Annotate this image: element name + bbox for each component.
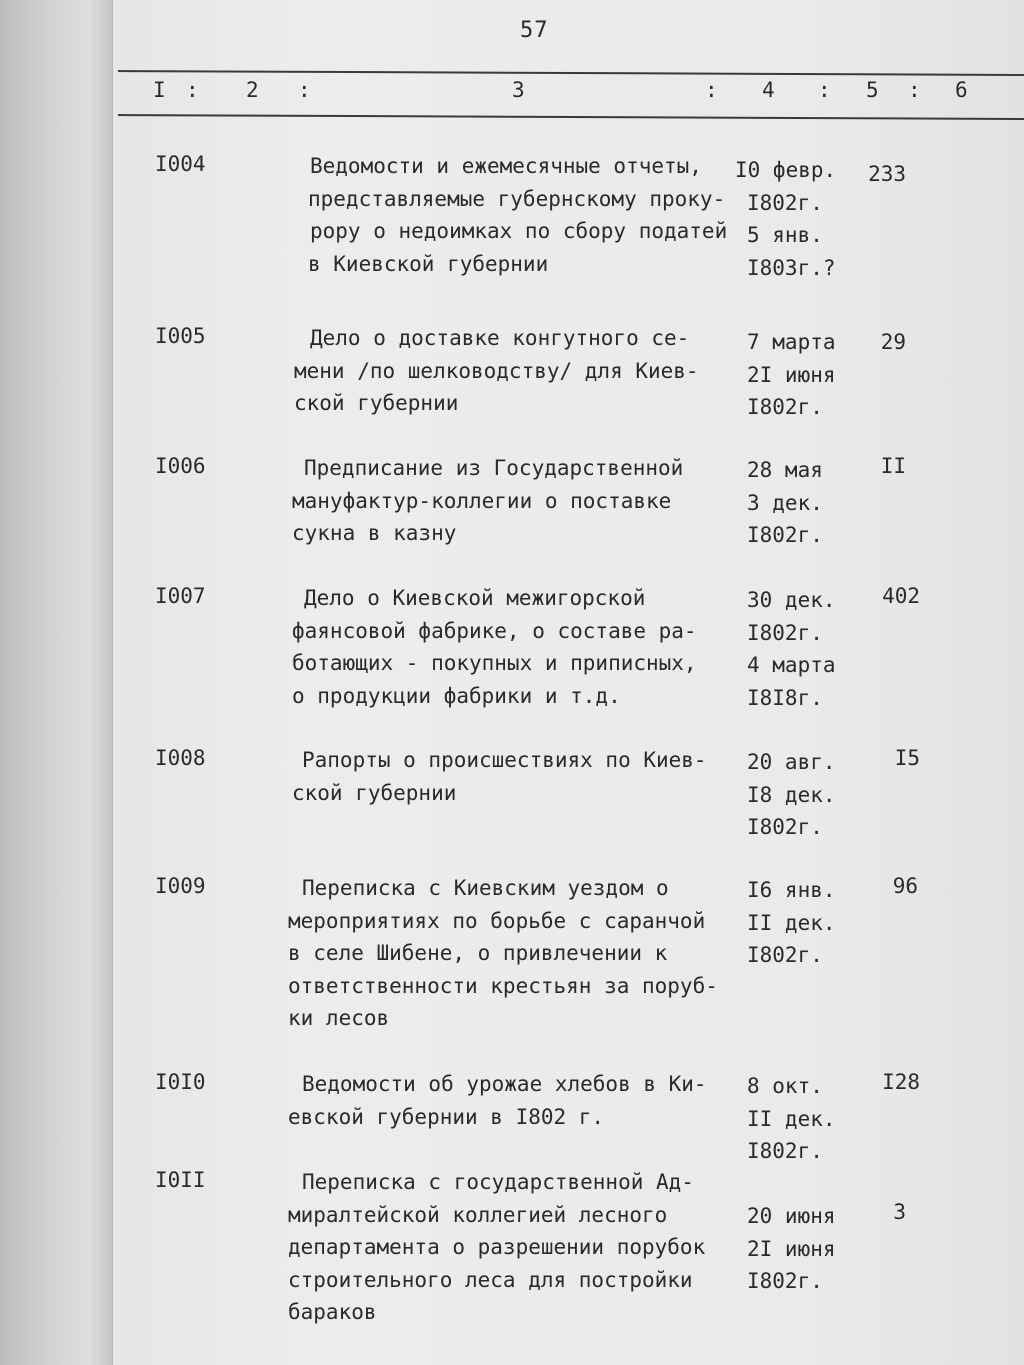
description-line: Дело о Киевской межигорской — [304, 586, 646, 610]
header-separator: : — [186, 78, 199, 102]
page-binding-edge — [0, 0, 113, 1365]
entry-description — [310, 150, 766, 280]
date-line: II дек. — [747, 1106, 836, 1131]
date-line: I802г. — [747, 1139, 823, 1163]
date-line: I802г. — [747, 523, 823, 547]
entry-description — [294, 322, 766, 420]
description-line: Переписка с Киевским уездом о — [302, 876, 669, 900]
description-line: мануфактур-коллегии о поставке — [292, 488, 672, 513]
page-number: 57 — [520, 18, 549, 43]
date-line: I8 дек. — [747, 782, 836, 807]
entry-dates — [735, 154, 836, 284]
entry-sheets: 233 — [868, 162, 906, 186]
description-line: бараков — [288, 1300, 377, 1324]
entry-number: I0II — [155, 1168, 206, 1192]
description-line: фаянсовой фабрике, о составе ра- — [292, 618, 697, 643]
description-line: представляемые губернскому проку- — [308, 186, 726, 211]
entry-dates — [747, 1200, 836, 1298]
entry-sheets: 96 — [892, 874, 918, 898]
header-col-1: I — [153, 78, 166, 102]
date-line: I803г.? — [747, 255, 836, 280]
description-line: строительного леса для постройки — [288, 1267, 693, 1292]
header-separator: : — [705, 78, 718, 102]
description-line: сукна в казну — [292, 521, 457, 545]
description-line: Рапорты о происшествиях по Киев- — [302, 748, 707, 772]
entry-description — [292, 452, 760, 550]
header-bottom-rule — [118, 114, 1024, 120]
entry-number: I004 — [155, 152, 206, 176]
date-line: 7 марта — [747, 330, 836, 354]
header-separator: : — [818, 78, 831, 102]
date-line: 3 дек. — [747, 490, 823, 515]
entry-number: I005 — [155, 324, 206, 348]
date-line: I0 февр. — [735, 158, 837, 182]
description-line: ботающих - покупных и приписных, — [292, 651, 697, 675]
description-line: Ведомости об урожае хлебов в Ки- — [302, 1072, 707, 1096]
entry-number: I008 — [155, 746, 206, 770]
entry-description — [288, 872, 758, 1035]
header-col-6: 6 — [955, 78, 968, 102]
date-line: I802г. — [747, 1269, 823, 1293]
entry-dates — [747, 874, 836, 972]
date-line: I802г. — [747, 620, 823, 645]
description-line: рору о недоимках по сбору податей — [310, 219, 728, 243]
date-line: I8I8г. — [747, 685, 823, 710]
entry-sheets: II — [880, 454, 906, 478]
description-line: евской губернии в I802 г. — [288, 1104, 605, 1129]
description-line: миралтейской коллегией лесного — [288, 1202, 668, 1227]
header-col-5: 5 — [866, 78, 879, 102]
header-col-3: 3 — [512, 78, 525, 102]
header-top-rule — [118, 70, 1024, 76]
header-col-2: 2 — [246, 78, 259, 102]
date-line: 20 авг. — [747, 750, 836, 774]
entry-sheets: I28 — [882, 1070, 920, 1094]
description-line: Дело о доставке конгутного се- — [310, 326, 690, 350]
entry-number: I009 — [155, 874, 206, 898]
entry-description — [288, 1166, 758, 1329]
entry-sheets: 402 — [882, 584, 920, 608]
date-line: 5 янв. — [747, 223, 823, 247]
entry-description — [288, 1068, 758, 1133]
date-line: I802г. — [747, 943, 823, 967]
date-line: 28 мая — [747, 458, 823, 482]
entry-number: I007 — [155, 584, 206, 608]
description-line: ки лесов — [288, 1006, 390, 1030]
description-line: в селе Шибене, о привлечении к — [288, 941, 668, 965]
entry-description — [292, 582, 760, 712]
description-line: Ведомости и ежемесячные отчеты, — [310, 154, 702, 178]
description-line: в Киевской губернии — [308, 251, 549, 276]
entry-number: I006 — [155, 454, 206, 478]
header-separator: : — [298, 78, 311, 102]
date-line: I802г. — [747, 395, 823, 419]
date-line: 30 дек. — [747, 588, 836, 612]
date-line: 8 окт. — [747, 1074, 823, 1098]
date-line: 4 марта — [747, 653, 836, 677]
header-separator: : — [908, 78, 921, 102]
description-line: мероприятиях по борьбе с саранчой — [288, 908, 706, 933]
header-col-4: 4 — [762, 78, 775, 102]
entry-dates — [747, 454, 823, 552]
entry-number: I0I0 — [155, 1070, 206, 1094]
description-line: мени /по шелководству/ для Киев- — [294, 358, 699, 383]
entry-dates — [747, 746, 836, 844]
description-line: Предписание из Государственной — [304, 456, 684, 480]
description-line: ответственности крестьян за поруб- — [288, 973, 718, 998]
description-line: о продукции фабрики и т.д. — [292, 683, 621, 708]
description-line: ской губернии — [292, 780, 457, 805]
date-line: 2I июня — [747, 362, 836, 387]
entry-description — [292, 744, 758, 809]
entry-sheets: 3 — [893, 1200, 906, 1224]
date-line: I6 янв. — [747, 878, 836, 902]
date-line: II дек. — [747, 910, 836, 935]
entry-sheets: I5 — [894, 746, 920, 770]
entry-dates — [747, 326, 836, 424]
date-line: 2I июня — [747, 1236, 836, 1261]
date-line: 20 июня — [747, 1204, 836, 1228]
date-line: I802г. — [747, 815, 823, 839]
description-line: департамента о разрешении порубок — [288, 1235, 706, 1259]
description-line: ской губернии — [294, 391, 459, 415]
description-line: Переписка с государственной Ад- — [302, 1170, 694, 1194]
entry-dates — [747, 1070, 836, 1168]
entry-dates — [747, 584, 836, 714]
date-line: I802г. — [747, 190, 823, 215]
entry-sheets: 29 — [880, 330, 906, 354]
